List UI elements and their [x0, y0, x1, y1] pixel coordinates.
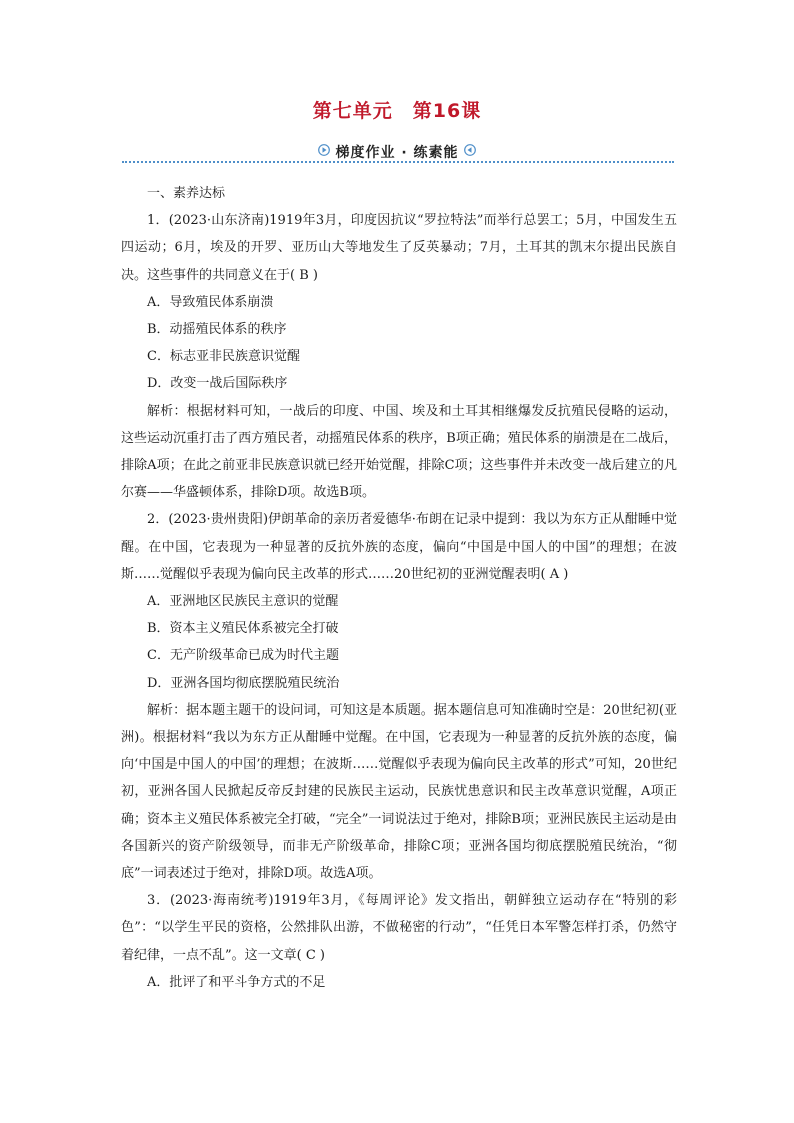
question-2-option-b: B．资本主义殖民体系被完全打破: [147, 621, 339, 637]
question-1-stem: 1．(2023·山东济南)1919年3月，印度因抗议“罗拉特法”而举行总罢工；5月，中国发生五四运动；6月，埃及的开罗、亚历山大等地发生了反英暴动；7月，土耳其的凯末尔提出民族自决。这些事件的共同意义在于( B ): [121, 213, 677, 283]
section-banner: [0, 142, 794, 162]
question-3-option-a: A．批评了和平斗争方式的不足: [147, 974, 326, 990]
question-2-option-c: C．无产阶级革命已成为时代主题: [147, 648, 339, 664]
question-2-stem: 2．(2023·贵州贵阳)伊朗革命的亲历者爱德华·布朗在记录中提到：我以为东方正从酣睡中觉醒。在中国，它表现为一种显著的反抗外族的态度，偏向“中国是中国人的中国”的理想；在波斯……觉醒似乎表现为偏向民主改革的形式……20世纪初的亚洲觉醒表明( A ): [121, 512, 677, 582]
question-1-analysis: 解析：根据材料可知，一战后的印度、中国、埃及和土耳其相继爆发反抗殖民侵略的运动，这些运动沉重打击了西方殖民者，动摇殖民体系的秩序，B项正确；殖民体系的崩溃是在二战后，排除A项；在此之前亚非民族意识就已经开始觉醒，排除C项；这些事件并未改变一战后建立的凡尔赛——华盛顿体系，排除D项。故选B项。: [121, 403, 677, 501]
question-2-analysis: 解析：据本题主题干的设问词，可知这是本质题。据本题信息可知准确时空是：20世纪初(亚洲)。根据材料“我以为东方正从酣睡中觉醒。在中国，它表现为一种显著的反抗外族的态度，偏向‘中国是中国人的中国’的理想；在波斯……觉醒似乎表现为偏向民主改革的形式”可知，20世纪初，亚洲各国人民掀起反帝反封建的民族民主运动，民族忧患意识和民主改革意识觉醒，A项正确；资本主义殖民体系被完全打破，“完全”一词说法过于绝对，排除B项；亚洲民族民主运动是由各国新兴的资产阶级领导，而非无产阶级革命，排除C项；亚洲各国均彻底摆脱殖民统治，“彻底”一词表述过于绝对，排除D项。故选A项。: [121, 702, 677, 882]
banner-label: 梯度作业 · 练素能: [335, 145, 459, 161]
question-2-option-a: A．亚洲地区民族民主意识的觉醒: [147, 594, 339, 610]
page-title: 第七单元 第16课: [312, 100, 482, 122]
question-3-stem: 3．(2023·海南统考)1919年3月，《每周评论》发文指出，朝鲜独立运动存在“特别的彩色”：“以学生平民的资格，公然排队出游，不做秘密的行动”，“任凭日本军警怎样打杀，仍然守着纪律，一点不乱”。这一文章( C ): [121, 893, 677, 963]
question-1-option-b: B．动摇殖民体系的秩序: [147, 322, 287, 338]
worksheet-body: [121, 180, 677, 996]
question-2-option-d: D．亚洲各国均彻底摆脱殖民统治: [147, 675, 340, 691]
question-1-option-c: C．标志亚非民族意识觉醒: [147, 349, 300, 365]
question-1-option-a: A．导致殖民体系崩溃: [147, 294, 274, 310]
question-1-option-d: D．改变一战后国际秩序: [147, 376, 288, 392]
play-left-icon: [464, 144, 476, 160]
play-right-icon: [318, 144, 330, 160]
section-heading: 一、素养达标: [147, 186, 226, 201]
